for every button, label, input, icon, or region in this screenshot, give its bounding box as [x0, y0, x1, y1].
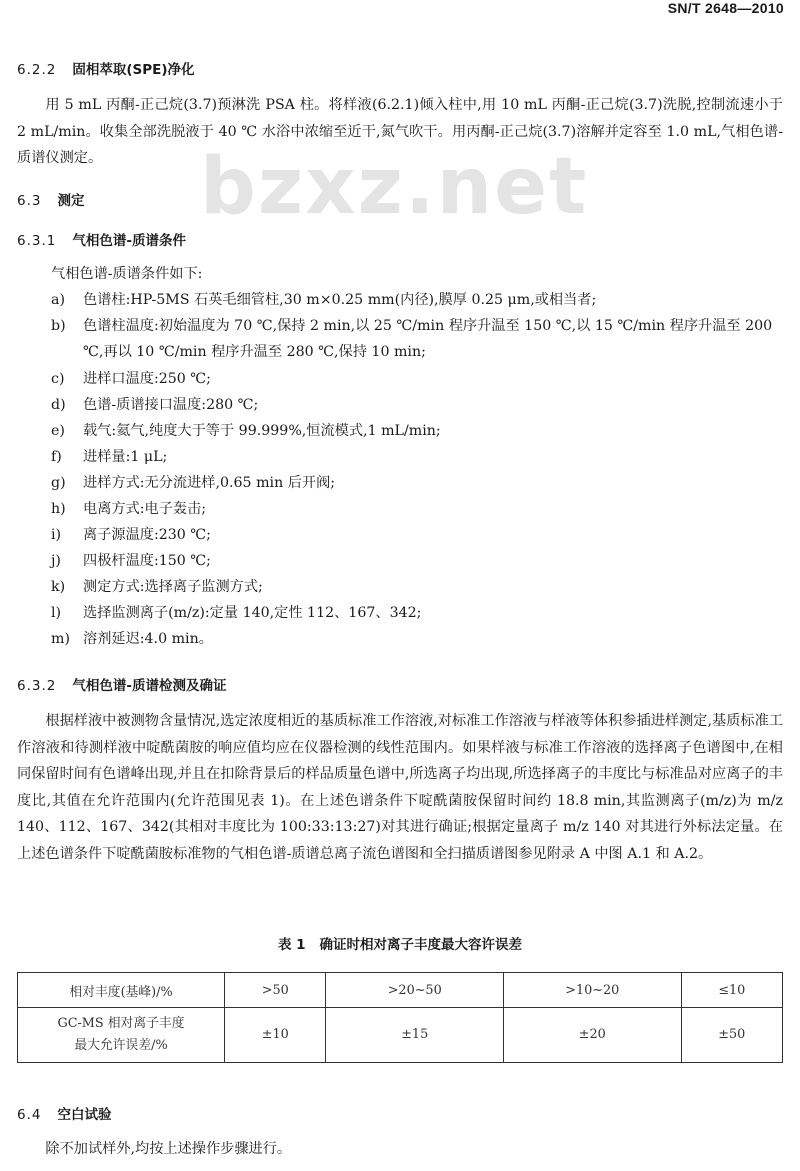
table-number: 表 1 — [277, 937, 306, 953]
table-row — [18, 973, 783, 1008]
list-item — [51, 393, 783, 419]
item-text: 进样方式:无分流进样,0.65 min 后开阀; — [83, 475, 336, 491]
section-number: 6.3 — [17, 193, 42, 209]
item-text: 色谱-质谱接口温度:280 ℃; — [83, 397, 259, 413]
section-number: 6.4 — [17, 1107, 42, 1123]
list-item — [51, 575, 783, 601]
item-text: 离子源温度:230 ℃; — [83, 527, 211, 543]
watermark: bzxz.net — [200, 142, 589, 232]
table-cell: >20~50 — [326, 973, 504, 1008]
item-text: 电离方式:电子轰击; — [83, 501, 207, 517]
table-header-cell — [18, 1008, 225, 1063]
section-heading-6-3 — [17, 189, 84, 209]
section-title: 气相色谱-质谱检测及确证 — [72, 678, 227, 694]
item-text: 色谱柱:HP-5MS 石英毛细管柱,30 m×0.25 mm(内径),膜厚 0.25 μm,或相当者; — [83, 292, 597, 308]
item-label: f) — [51, 449, 62, 465]
item-label: c) — [51, 371, 65, 387]
section-heading-6-3-1 — [17, 229, 186, 249]
item-text: 进样量:1 μL; — [83, 449, 168, 465]
section-title: 固相萃取(SPE)净化 — [72, 62, 195, 78]
item-label: e) — [51, 423, 65, 439]
section-heading-6-2-2 — [17, 58, 195, 78]
paragraph-6-4: 除不加试样外,均按上述操作步骤进行。 — [45, 1141, 292, 1157]
item-label: a) — [51, 292, 65, 308]
item-label: h) — [51, 501, 66, 517]
table-cell: ±20 — [503, 1008, 681, 1063]
conditions-intro: 气相色谱-质谱条件如下: — [51, 266, 203, 282]
item-text: 选择监测离子(m/z):定量 140,定性 112、167、342; — [83, 605, 422, 621]
table-cell: ≤10 — [681, 973, 782, 1008]
standard-number: SN/T 2648—2010 — [667, 0, 784, 16]
item-label: j) — [51, 553, 61, 569]
list-item — [51, 288, 783, 314]
tolerance-table — [17, 972, 783, 1063]
header-line: 最大允许误差/% — [74, 1038, 168, 1053]
section-number: 6.3.2 — [17, 678, 57, 694]
list-item — [51, 497, 783, 523]
list-item — [51, 367, 783, 393]
section-number: 6.3.1 — [17, 233, 57, 249]
item-text: 四极杆温度:150 ℃; — [83, 553, 211, 569]
section-title: 空白试验 — [57, 1107, 112, 1123]
paragraph-6-2-2: 用 5 mL 丙酮-正己烷(3.7)预淋洗 PSA 柱。将样液(6.2.1)倾入柱中,用 10 mL 丙酮-正己烷(3.7)洗脱,控制流速小于 2 mL/min。收集全部洗脱液于 40 ℃ 水浴中浓缩至近干,氮气吹干。用丙酮-正己烷(3.7)溶解并定容至 1.0 mL,气相色谱-质谱仪测定。 — [17, 97, 783, 167]
header-line: GC-MS 相对离子丰度 — [57, 1016, 185, 1031]
list-item — [51, 445, 783, 471]
section-number: 6.2.2 — [17, 62, 57, 78]
item-text: 色谱柱温度:初始温度为 70 ℃,保持 2 min,以 25 ℃/min 程序升温至 150 ℃,以 15 ℃/min 程序升温至 200 ℃,再以 10 ℃/min 程序升温至 280 ℃,保持 10 min; — [83, 318, 773, 360]
list-item — [51, 471, 783, 497]
item-label: k) — [51, 579, 66, 595]
table-row — [18, 1008, 783, 1063]
item-text: 载气:氦气,纯度大于等于 99.999%,恒流模式,1 mL/min; — [83, 423, 441, 439]
section-title: 气相色谱-质谱条件 — [72, 233, 186, 249]
list-item — [51, 549, 783, 575]
table-header-cell: 相对丰度(基峰)/% — [18, 973, 225, 1008]
table-cell: ±15 — [326, 1008, 504, 1063]
section-heading-6-4 — [17, 1103, 111, 1123]
item-label: d) — [51, 397, 66, 413]
item-label: g) — [51, 475, 66, 491]
list-item — [51, 627, 783, 653]
item-label: i) — [51, 527, 62, 543]
list-item — [51, 419, 783, 445]
list-item — [51, 601, 783, 627]
table-cell: >50 — [225, 973, 326, 1008]
item-text: 溶剂延迟:4.0 min。 — [83, 631, 213, 647]
table-cell: >10~20 — [503, 973, 681, 1008]
list-item — [51, 314, 783, 365]
item-text: 进样口温度:250 ℃; — [83, 371, 211, 387]
item-label: m) — [51, 631, 70, 647]
item-text: 测定方式:选择离子监测方式; — [83, 579, 263, 595]
table-title: 确证时相对离子丰度最大容许误差 — [319, 937, 523, 953]
paragraph-6-3-2: 根据样液中被测物含量情况,选定浓度相近的基质标准工作溶液,对标准工作溶液与样液等体积参插进样测定,基质标准工作溶液和待测样液中啶酰菌胺的响应值均应在仪器检测的线性范围内。如果样液与标准工作溶液的选择离子色谱图中,在相同保留时间有色谱峰出现,并且在扣除背景后的样品质量色谱中,所选离子均出现,所选择离子的丰度比与标准品对应离子的丰度比,其值在允许范围内(允许范围见表 1)。在上述色谱条件下啶酰菌胺保留时间约 18.8 min,其监测离子(m/z)为 m/z 140、112、167、342(其相对丰度比为 100:33:13:27)对其进行确证;根据定量离子 m/z 140 对其进行外标法定量。在上述色谱条件下啶酰菌胺标准物的气相色谱-质谱总离子流色谱图和全扫描质谱图参见附录 A 中图 A.1 和 A.2。 — [17, 713, 783, 862]
item-label: b) — [51, 318, 66, 334]
item-label: l) — [51, 605, 62, 621]
table-cell: ±50 — [681, 1008, 782, 1063]
list-item — [51, 523, 783, 549]
section-heading-6-3-2 — [17, 674, 226, 694]
section-title: 测定 — [57, 193, 85, 209]
table-cell: ±10 — [225, 1008, 326, 1063]
table-caption — [0, 933, 800, 953]
